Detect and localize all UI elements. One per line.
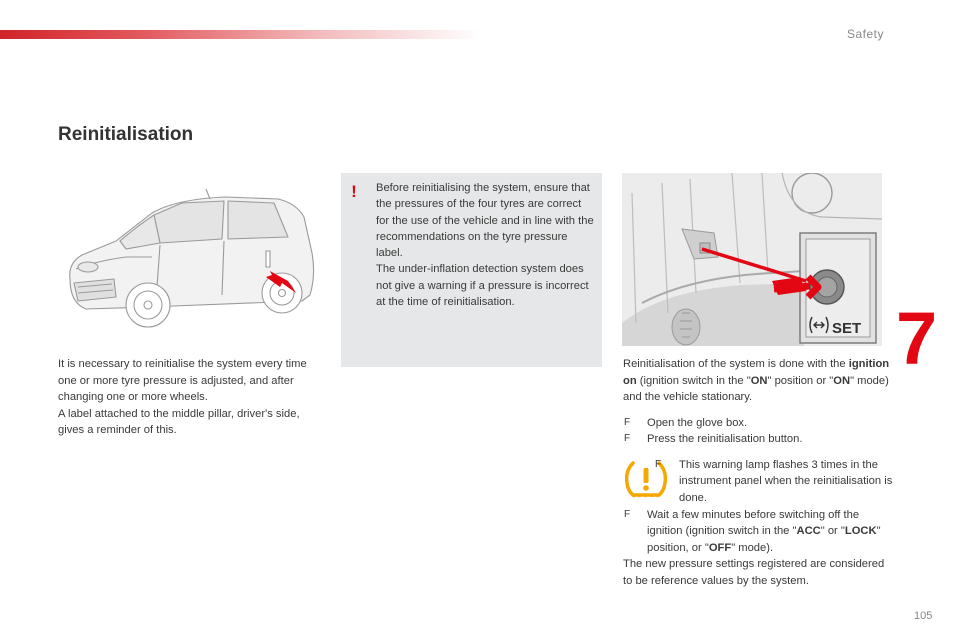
warning-paragraph-2: The under-inflation detection system does not give a warning if a pressure is incorrect at the time of reinitialisation. bbox=[376, 263, 589, 309]
set-button-label: SET bbox=[832, 320, 862, 337]
lamp-step-text bbox=[655, 457, 893, 507]
warning-box bbox=[341, 173, 602, 367]
step-press-button bbox=[623, 431, 893, 448]
ignition-on-term: ignition on bbox=[623, 358, 890, 387]
page-number: 105 bbox=[914, 610, 933, 622]
acc-term: ACC bbox=[796, 525, 821, 537]
warning-lamp-step bbox=[623, 457, 893, 507]
procedure-steps bbox=[623, 415, 893, 448]
car-illustration bbox=[56, 183, 318, 348]
warning-paragraph-1: Before reinitialising the system, ensure that the pressures of the four tyres are correct for the use of the vehicle and in line with the recommendations on the tyre pressure label. bbox=[376, 182, 594, 260]
step-text: Open the glove box. bbox=[647, 416, 748, 429]
label-paragraph: A label attached to the middle pillar, driver's side, gives a reminder of this. bbox=[58, 407, 300, 436]
intro-text-part: " mode) and the vehicle stationary. bbox=[623, 374, 889, 403]
exclamation-icon: ! bbox=[351, 182, 357, 201]
intro-paragraph: It is necessary to reinitialise the system every time one or more tyre pressure is adjusted, and after changing one or more wheels. bbox=[58, 358, 307, 403]
intro-text-part: (ignition switch in the " bbox=[636, 374, 751, 387]
on-position-term: ON bbox=[750, 374, 768, 387]
bullet-marker: F bbox=[655, 458, 662, 470]
glove-box-photo bbox=[622, 173, 882, 346]
bullet-marker: F bbox=[624, 416, 631, 428]
step-text: " position, or " bbox=[647, 525, 881, 554]
step-text: Press the reinitialisation button. bbox=[647, 433, 803, 445]
step-text: " or " bbox=[820, 525, 845, 537]
step-text: This warning lamp flashes 3 times in the instrument panel when the reinitialisation is done. bbox=[679, 458, 893, 504]
step-text: Wait a few minutes before switching off the ignition (ignition switch in the " bbox=[647, 508, 860, 537]
step-open-glove-box bbox=[623, 415, 893, 432]
bullet-marker: F bbox=[624, 508, 631, 520]
intro-text bbox=[58, 356, 324, 439]
off-term: OFF bbox=[708, 541, 732, 554]
page-title: Reinitialisation bbox=[58, 124, 194, 145]
bullet-marker: F bbox=[624, 433, 631, 444]
final-note: The new pressure settings registered are considered to be reference values by the system. bbox=[623, 558, 885, 587]
warning-text bbox=[376, 180, 594, 310]
procedure-text bbox=[623, 356, 893, 589]
header-accent-bar bbox=[0, 30, 480, 39]
step-text: " mode). bbox=[731, 541, 774, 554]
intro-text-part: " position or " bbox=[767, 374, 834, 387]
step-wait bbox=[623, 507, 893, 557]
lock-term: LOCK bbox=[844, 525, 877, 537]
section-name: Safety bbox=[846, 27, 884, 41]
chapter-number: 7 bbox=[896, 297, 938, 380]
intro-text-part: Reinitialisation of the system is done with the bbox=[623, 358, 849, 370]
glove-box-drawing bbox=[622, 173, 882, 346]
on-mode-term: ON bbox=[833, 374, 851, 387]
procedure-intro bbox=[623, 356, 893, 406]
